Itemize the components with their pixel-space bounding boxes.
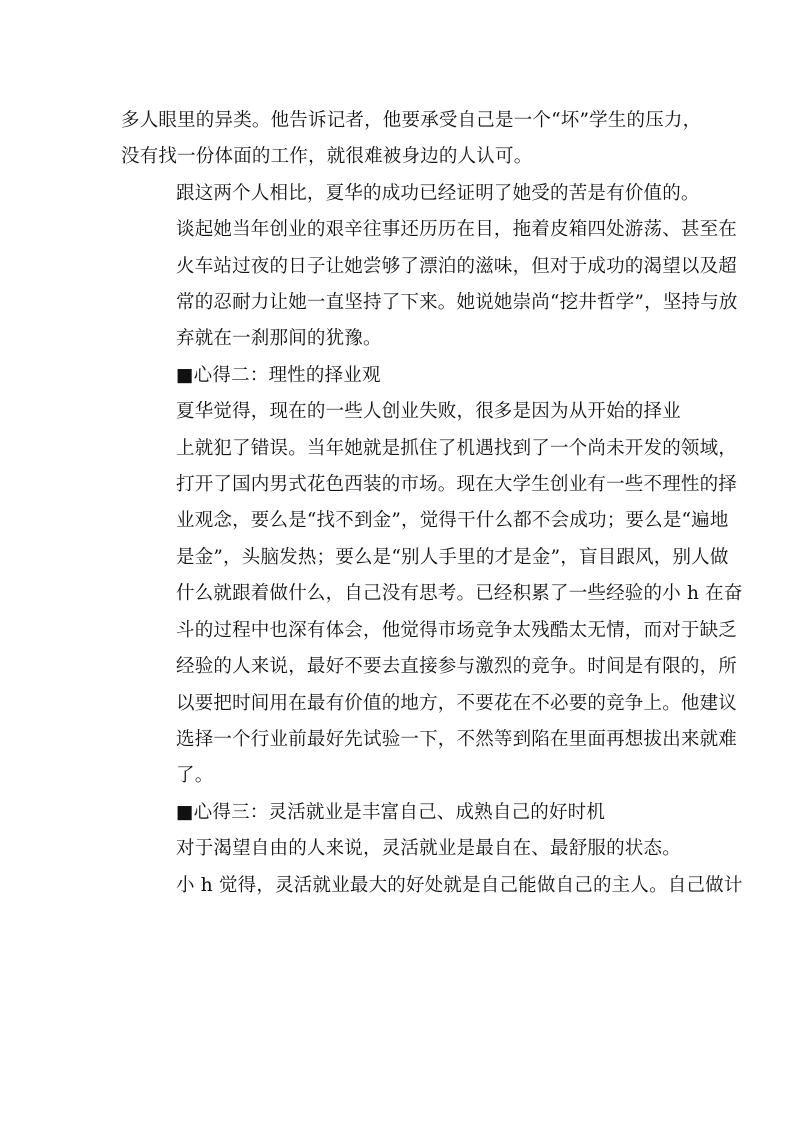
text-line: 斗的过程中也深有体会，他觉得市场竞争太残酷太无情，而对于缺乏 — [176, 619, 738, 641]
text-line: 弃就在一刹那间的犹豫。 — [176, 328, 382, 350]
text-line: 多人眼里的异类。他告诉记者，他要承受自己是一个“坏”学生的压力， — [121, 110, 702, 131]
heading-line: ■心得三：灵活就业是丰富自己、成熟自己的好时机 — [176, 801, 606, 823]
paragraph-continued-text — [121, 103, 702, 176]
section-heading-insight-two — [121, 358, 681, 394]
text-line: 打开了国内男式花色西装的市场。现在大学生创业有一些不理性的择 — [176, 474, 738, 496]
text-line: 业观念，要么是“找不到金”，觉得干什么都不会成功；要么是“遍地 — [176, 510, 729, 532]
paragraph-xiahua-success — [121, 176, 738, 358]
text-line: 以要把时间用在最有价值的地方，不要花在不必要的竞争上。他建议 — [176, 692, 738, 714]
text-line: 选择一个行业前最好先试验一下，不然等到陷在里面再想拔出来就难 — [176, 728, 738, 750]
text-line: 了。 — [176, 765, 214, 787]
paragraph-flexible-employment — [121, 831, 743, 904]
text-line: 火车站过夜的日子让她尝够了漂泊的滋味，但对于成功的渴望以及超 — [176, 255, 738, 277]
text-line: 是金”，头脑发热；要么是“别人手里的才是金”，盲目跟风，别人做 — [176, 546, 729, 568]
text-line: 对于渴望自由的人来说，灵活就业是最自在、最舒服的状态。 — [176, 838, 681, 860]
text-line: 谈起她当年创业的艰辛往事还历历在目，拖着皮箱四处游荡、甚至在 — [176, 219, 738, 241]
text-line: 没有找一份体面的工作，就很难被身边的人认可。 — [121, 146, 533, 168]
text-line: 小 h 觉得，灵活就业最大的好处就是自己能做自己的主人。自己做计 — [176, 874, 743, 896]
text-line: 上就犯了错误。当年她就是抓住了机遇找到了一个尚未开发的领域， — [176, 437, 738, 459]
heading-line: ■心得二：理性的择业观 — [176, 364, 381, 386]
text-line: 什么就跟着做什么，自己没有思考。已经积累了一些经验的小 h 在奋 — [176, 583, 743, 605]
text-line: 夏华觉得，现在的一些人创业失败，很多是因为从开始的择业 — [176, 401, 681, 423]
text-line: 跟这两个人相比，夏华的成功已经证明了她受的苦是有价值的。 — [176, 182, 700, 204]
text-line: 经验的人来说，最好不要去直接参与激烈的竞争。时间是有限的，所 — [176, 656, 738, 678]
section-heading-insight-three — [121, 795, 681, 831]
paragraph-rational-career — [121, 394, 743, 794]
text-line: 常的忍耐力让她一直坚持了下来。她说她崇尚“挖井哲学”，坚持与放 — [176, 292, 738, 314]
document-page — [121, 103, 743, 904]
